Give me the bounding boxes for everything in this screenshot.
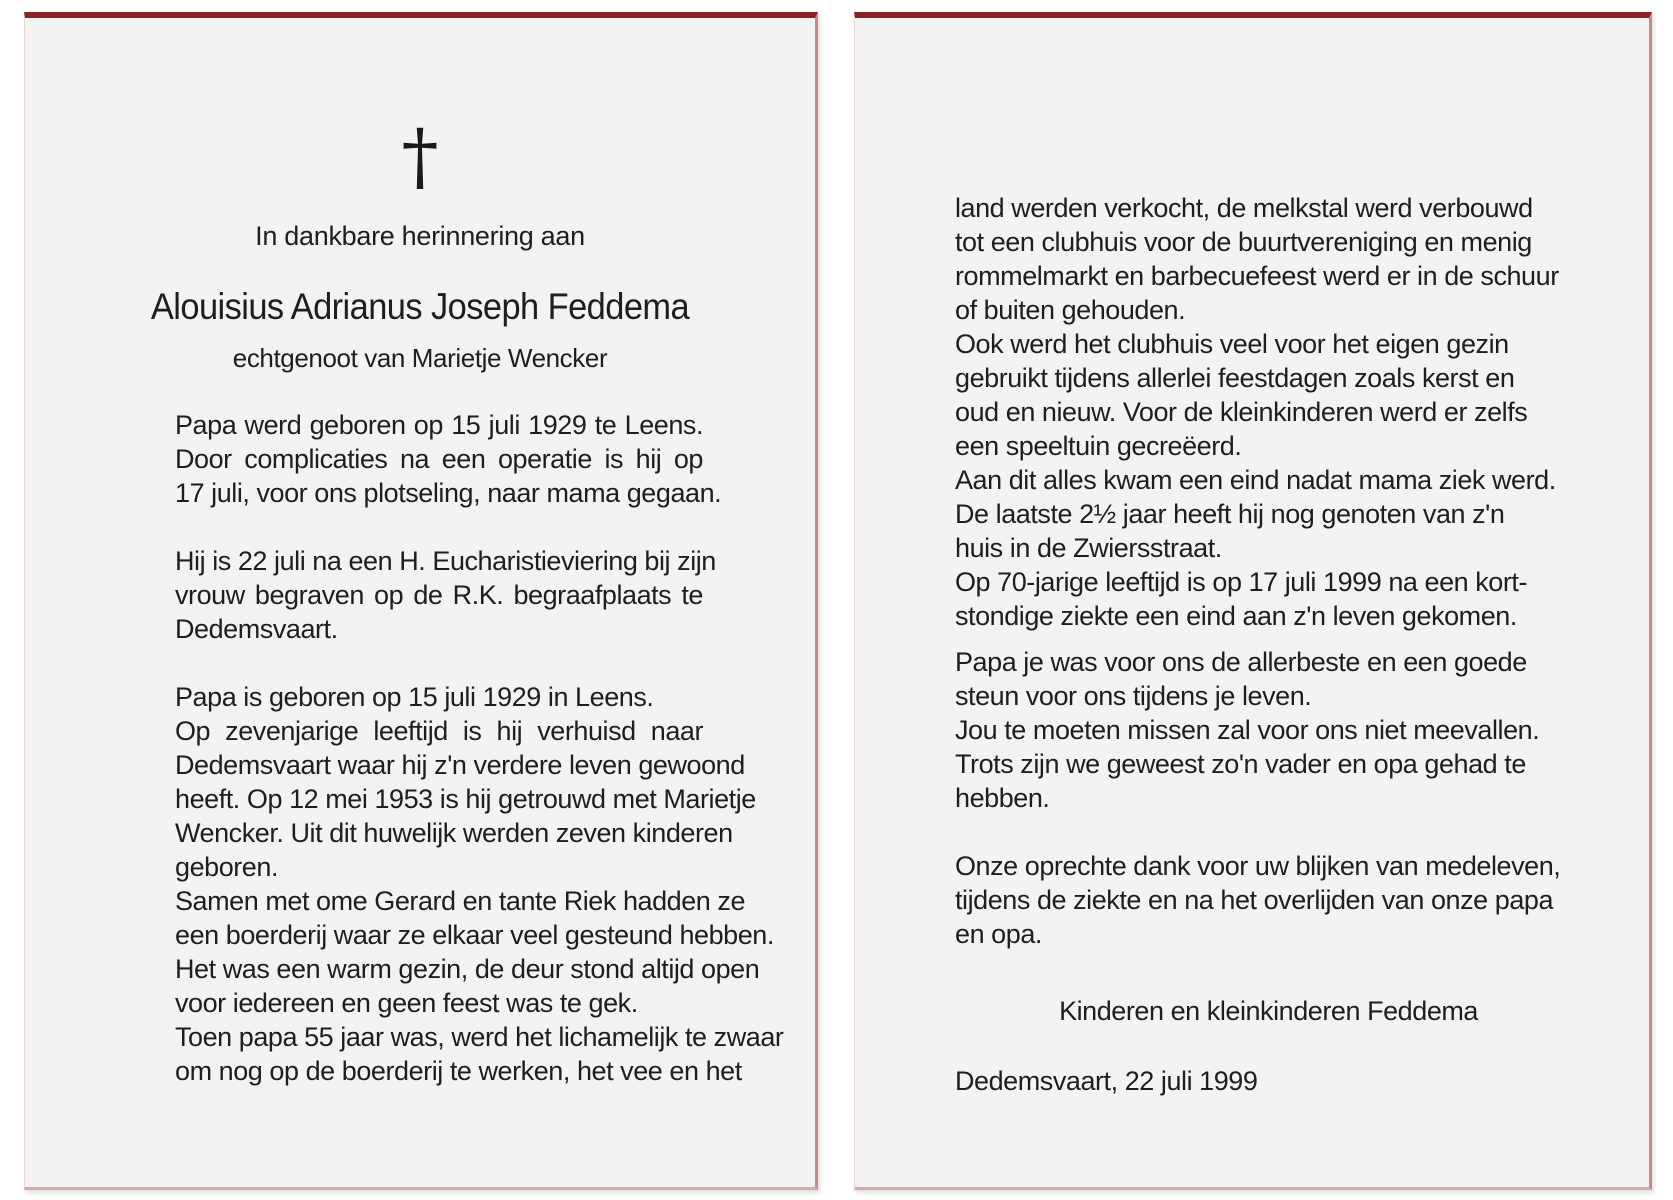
left-body-text [175,408,784,1088]
text-line: Het was een warm gezin, de deur stond altijd open [175,954,760,984]
text-line: voor iedereen en geen feest was te gek. [175,988,638,1018]
text-line: 17 juli, voor ons plotseling, naar mama gegaan. [175,478,722,508]
paragraph-gap [955,633,1478,645]
text-line: Op 70-jarige leeftijd is op 17 juli 1999 na een kort- [955,567,1528,597]
text-line: Toen papa 55 jaar was, werd het lichamelijk te zwaar [175,1022,784,1052]
text-line: tot een clubhuis voor de buurtvereniging en menig [955,227,1532,257]
text-line: hebben. [955,783,1050,813]
text-line: stondige ziekte een eind aan z'n leven gekomen. [955,601,1517,631]
text-line: rommelmarkt en barbecuefeest werd er in de schuur [955,261,1559,291]
text-line: Aan dit alles kwam een eind nadat mama ziek werd. [955,465,1556,495]
spouse-line: echtgenoot van Marietje Wencker [232,343,608,373]
paragraph-gap [955,815,1478,849]
paragraph-gap [175,510,703,544]
text-line: Ook werd het clubhuis veel voor het eigen gezin [955,329,1509,359]
text-line: en opa. [955,919,1042,949]
text-line: Dedemsvaart waar hij z'n verdere leven gewoond [175,750,745,780]
cross-icon: † [401,114,439,200]
text-line: Jou te moeten missen zal voor ons niet meevallen. [955,715,1540,745]
text-line: Onze oprechte dank voor uw blijken van medeleven, [955,851,1561,881]
memorial-card-left-page [24,12,818,1190]
text-line: tijdens de ziekte en na het overlijden van onze papa [955,885,1554,915]
memorial-card-right-page [854,12,1652,1190]
intro-line: In dankbare herinnering aan [255,221,585,251]
text-line: vrouw begraven op de R.K. begraafplaats te [175,580,703,610]
text-line: Papa werd geboren op 15 juli 1929 te Leens. [175,410,703,440]
text-line: een boerderij waar ze elkaar veel gesteund hebben. [175,920,774,950]
text-line: steun voor ons tijdens je leven. [955,681,1312,711]
right-body-text [955,191,1561,951]
text-line: geboren. [175,852,278,882]
family-signature: Kinderen en kleinkinderen Feddema [1059,996,1478,1026]
text-line: land werden verkocht, de melkstal werd verbouwd [955,193,1533,223]
text-line: Op zevenjarige leeftijd is hij verhuisd naar [175,716,703,746]
text-line: heeft. Op 12 mei 1953 is hij getrouwd met Marietje [175,784,756,814]
deceased-name: Alouisius Adrianus Joseph Feddema [150,286,690,327]
text-line: Dedemsvaart. [175,614,338,644]
text-line: huis in de Zwiersstraat. [955,533,1222,563]
text-line: een speeltuin gecreëerd. [955,431,1242,461]
text-line: Samen met ome Gerard en tante Riek hadden ze [175,886,746,916]
text-line: of buiten gehouden. [955,295,1186,325]
paragraph-gap [175,646,703,680]
text-line: Hij is 22 juli na een H. Eucharistieviering bij zijn [175,546,716,576]
text-line: Trots zijn we geweest zo'n vader en opa gehad te [955,749,1526,779]
text-line: Papa is geboren op 15 juli 1929 in Leens. [175,682,654,712]
text-line: De laatste 2½ jaar heeft hij nog genoten van z'n [955,499,1505,529]
text-line: om nog op de boerderij te werken, het vee en het [175,1056,742,1086]
text-line: gebruikt tijdens allerlei feestdagen zoals kerst en [955,363,1515,393]
place-and-date: Dedemsvaart, 22 juli 1999 [955,1066,1258,1096]
text-line: oud en nieuw. Voor de kleinkinderen werd er zelfs [955,397,1528,427]
text-line: Wencker. Uit dit huwelijk werden zeven kinderen [175,818,733,848]
text-line: Papa je was voor ons de allerbeste en een goede [955,647,1527,677]
text-line: Door complicaties na een operatie is hij op [175,444,703,474]
